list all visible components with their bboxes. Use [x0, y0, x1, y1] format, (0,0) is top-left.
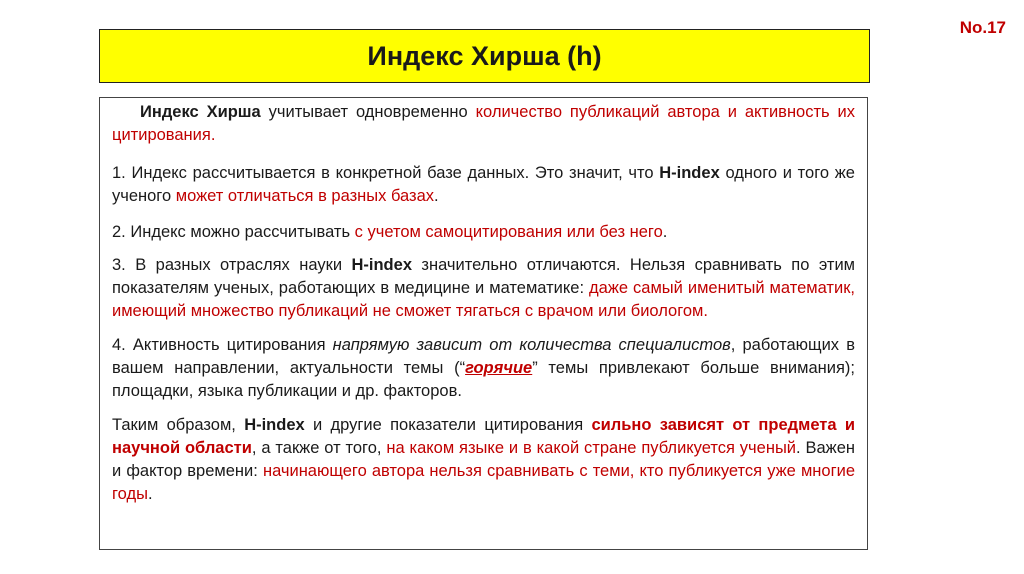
conclusion-text2: и другие показатели цитирования	[304, 416, 592, 434]
intro-term: Индекс Хирша	[140, 103, 261, 121]
item4-text: 4. Активность цитирования	[112, 336, 333, 354]
item1-end: .	[434, 187, 439, 205]
item3-text: 3. В разных отраслях науки	[112, 256, 352, 274]
item4-hot-word: горячие	[465, 359, 533, 377]
list-item-1	[112, 162, 855, 208]
item1-text2: одного и того же ученого	[112, 164, 855, 205]
item2-end: .	[662, 223, 668, 241]
item4-text3: ” темы привлекают больше внимания); площадки, языка публикации и др. факторов.	[112, 359, 855, 400]
slide-number: No.17	[959, 18, 1006, 37]
list-item-2	[112, 221, 855, 244]
content-box	[99, 97, 868, 550]
conclusion-bold-highlight: сильно зависят от предмета и научной области	[112, 416, 855, 457]
item3-highlight: даже самый именитый математик, имеющий множество публикаций не сможет тягаться с врачом или биологом.	[112, 279, 855, 320]
slide-title: Индекс Хирша (h)	[99, 29, 870, 83]
list-item-3	[112, 254, 855, 323]
item1-highlight: может отличаться в разных базах	[175, 187, 435, 205]
conclusion-highlight-1: на каком языке и в какой стране публикуется ученый	[386, 439, 797, 457]
item4-italic: напрямую зависит от количества специалистов	[332, 336, 731, 354]
item3-text2: значительно отличаются. Нельзя сравнивать по этим показателям ученых, работающих в медицине и математике:	[112, 256, 856, 297]
item2-highlight: с учетом самоцитирования или без него	[354, 223, 663, 241]
conclusion-paragraph	[112, 414, 855, 506]
conclusion-text4: . Важен и фактор времени:	[112, 439, 855, 480]
intro-text: учитывает одновременно	[260, 103, 476, 121]
conclusion-text3: , а также от того,	[251, 439, 387, 457]
item1-hindex: H-index	[659, 164, 720, 182]
conclusion-highlight-2: начинающего автора нельзя сравнивать с теми, кто публикуется уже многие годы	[112, 462, 855, 503]
conclusion-text1: Таким образом,	[112, 416, 245, 434]
item4-text2: , работающих в вашем направлении, актуальности темы (“	[112, 336, 855, 377]
conclusion-end: .	[147, 485, 153, 503]
item1-text: 1. Индекс рассчитывается в конкретной базе данных. Это значит, что	[112, 164, 660, 182]
item2-text: 2. Индекс можно рассчитывать	[112, 223, 355, 241]
list-item-4	[112, 334, 855, 403]
conclusion-hindex: H-index	[244, 416, 305, 434]
item3-hindex: H-index	[351, 256, 412, 274]
intro-highlight: количество публикаций автора и активность их цитирования.	[112, 103, 855, 144]
intro-paragraph	[112, 101, 855, 147]
